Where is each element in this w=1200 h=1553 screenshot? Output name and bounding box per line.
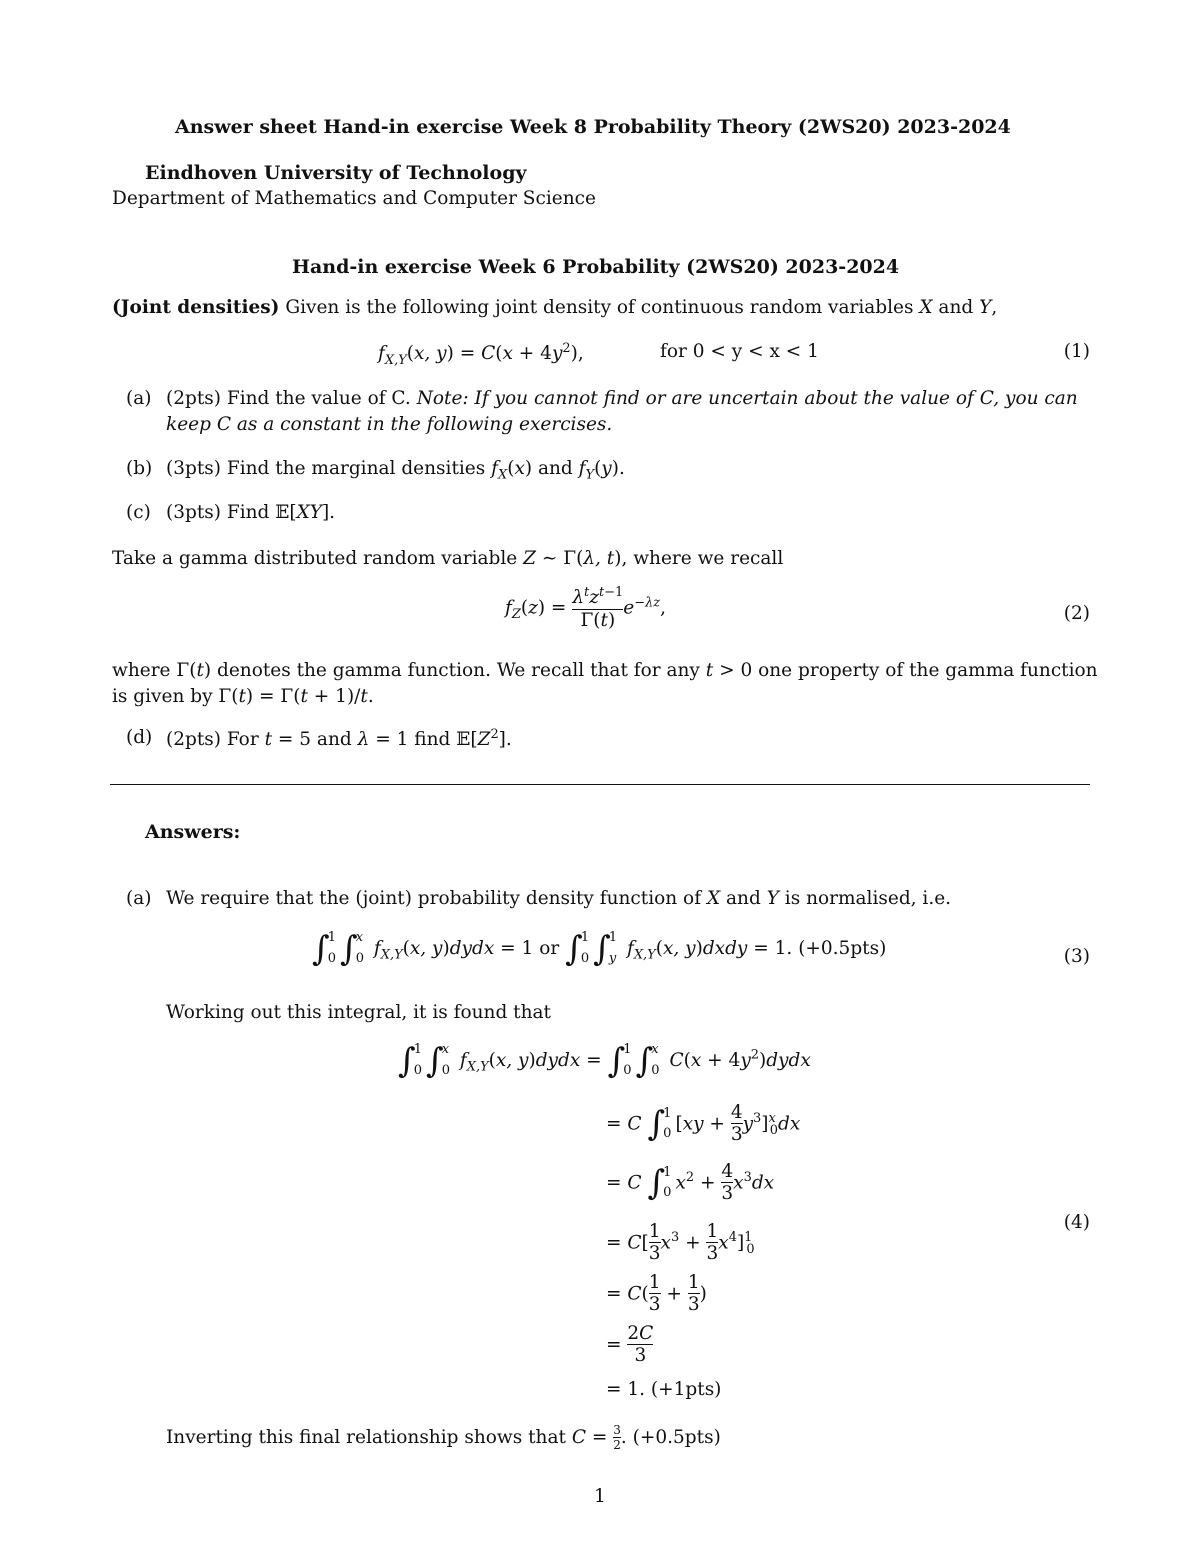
item-a-note-continued: keep C as a constant in the following exercises. [166, 414, 613, 435]
intro-text: Given is the following joint density of continuous random variables [285, 297, 914, 318]
gamma-text-line2: is given by Γ(t) = Γ(t + 1)/t. [112, 686, 374, 707]
equation-1-number: (1) [1063, 341, 1090, 362]
item-a-label: (a) [126, 388, 152, 409]
answer-sheet-title: Answer sheet Hand-in exercise Week 8 Probability Theory (2WS20) 2023-2024 [175, 116, 1011, 138]
equation-4-step-1: = C ∫ 1 0 [xy + $\frac{4}{3}$ $y^3]^x_0dx$ [606, 1102, 801, 1146]
equation-4-step-2: = C ∫ 1 0 $x^2$ + $\frac{4}{3}$ $x^3dx$ [606, 1161, 775, 1205]
inverting-text: Inverting this final relationship shows that C = $\frac{3}{2}$ . (+0.5pts) [166, 1423, 721, 1453]
equation-4-step-3: = C[ $\frac{1}{3}$ $x^3$ + $\frac{1}{3}$ $x^4]^1_0$ [606, 1221, 755, 1265]
gamma-intro: Take a gamma distributed random variable Z ∼ Γ(λ, t), where we recall [112, 548, 784, 569]
page-number: 1 [594, 1486, 606, 1507]
equation-4-step-5: = $\frac{2C}{3}$ [606, 1323, 654, 1367]
exercise-title: Hand-in exercise Week 6 Probability (2WS20) 2023-2024 [292, 256, 900, 278]
equation-4-number: (4) [1063, 1212, 1090, 1233]
item-c-label: (c) [126, 502, 151, 523]
item-b-label: (b) [126, 458, 153, 479]
item-c-text: (3pts) Find 𝔼[XY]. [166, 502, 336, 523]
gamma-text-line1: where Γ(t) denotes the gamma function. We recall that for any t > 0 one property of the gamma function [112, 660, 1098, 681]
answer-a-text: We require that the (joint) probability density function of X and Y is normalised, i.e. [166, 888, 952, 909]
intro-label: (Joint densities) [112, 297, 280, 318]
item-d-text: (2pts) For t = 5 and λ = 1 find $𝔼[Z^2]$. [166, 727, 512, 751]
department-name: Department of Mathematics and Computer Science [112, 188, 596, 209]
item-a-text: (2pts) Find the value of C. Note: If you cannot find or are uncertain about the value of C, you can [166, 388, 1078, 409]
university-name: Eindhoven University of Technology [145, 162, 527, 184]
item-d-label: (d) [126, 727, 153, 748]
equation-3: ∫ 1 0 ∫ x 0 $f_{X,Y}(x$, y)dydx = 1 or ∫ 1 0 ∫ 1 y $f_{X,Y}(x$, y)dxdy = 1. (+0.5pts) [312, 928, 887, 969]
equation-4-step-4: = C( $\frac{1}{3}$ + $\frac{1}{3}$ ) [606, 1272, 707, 1316]
section-divider [110, 784, 1090, 785]
equation-1: $f_{X,Y}(x$, $y) = C(x + 4y^2)$, [378, 341, 584, 368]
exercise-intro: (Joint densities) Given is the following joint density of continuous random variables X and Y, [112, 297, 998, 318]
equation-4-lhs: ∫ 1 0 ∫ x 0 $f_{X,Y}(x$, y)dydx = ∫ 1 0 ∫ x 0 $C(x + 4y^2)dydx$ [398, 1040, 811, 1081]
equation-3-number: (3) [1063, 946, 1090, 967]
answers-heading: Answers: [145, 821, 241, 843]
equation-2-number: (2) [1063, 603, 1090, 624]
answer-a-label: (a) [126, 888, 152, 909]
equation-1-condition: for 0 < y < x < 1 [660, 341, 819, 362]
item-b-text: (3pts) Find the marginal densities $f_X(x)$ and $f_Y(y)$. [166, 458, 625, 483]
equation-2: $f_Z(z)$ = $\frac{\lambda^tz^{t-1}}{\Gamma(t)}$ $e^{-\lambda z}$, [505, 585, 666, 631]
working-text: Working out this integral, it is found that [166, 1002, 551, 1023]
equation-4-step-6: = 1. (+1pts) [606, 1379, 722, 1400]
